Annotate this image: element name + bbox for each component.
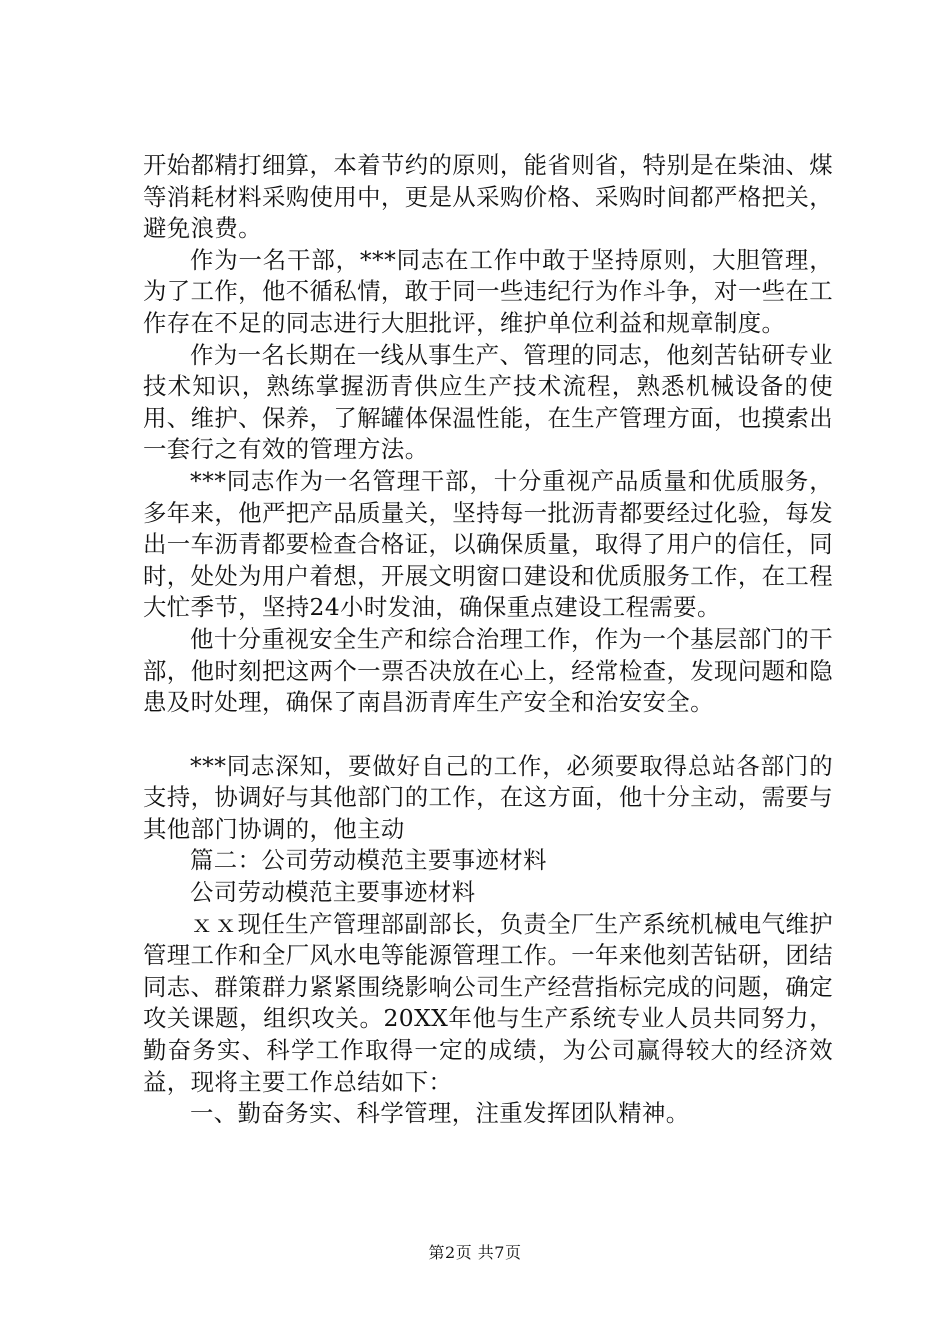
paragraph: ***同志作为一名管理干部，十分重视产品质量和优质服务，多年来，他严把产品质量关，坚持每一批沥青都要经过化验，每发出一车沥青都要检查合格证，以确保质量，取得了用户的信任，同时，处处为用户着想，开展文明窗口建设和优质服务工作，在工程大忙季节，坚持24小时发油，确保重点建设工程需要。	[143, 466, 833, 622]
paragraph: 作为一名长期在一线从事生产、管理的同志，他刻苦钻研专业技术知识，熟练掌握沥青供应生产技术流程，熟悉机械设备的使用、维护、保养，了解罐体保温性能，在生产管理方面，也摸索出一套行之有效的管理方法。	[143, 340, 833, 464]
document-title: 公司劳动模范主要事迹材料	[190, 878, 476, 907]
page-footer: 第2页 共7页	[428, 1243, 522, 1262]
subsection-heading: 一、勤奋务实、科学管理，注重发挥团队精神。	[190, 1099, 690, 1128]
paragraph: 开始都精打细算，本着节约的原则，能省则省，特别是在柴油、煤等消耗材料采购使用中，更是从采购价格、采购时间都严格把关，避免浪费。	[143, 151, 833, 243]
paragraph: ｘｘ现任生产管理部副部长，负责全厂生产系统机械电气维护管理工作和全厂风水电等能源管理工作。一年来他刻苦钻研，团结同志、群策群力紧紧围绕影响公司生产经营指标完成的问题，确定攻关课题，组织攻关。20XX年他与生产系统专业人员共同努力，勤奋务实、科学工作取得一定的成绩，为公司赢得较大的经济效益，现将主要工作总结如下：	[143, 909, 833, 1096]
document-body	[143, 150, 833, 1130]
paragraph: 作为一名干部，***同志在工作中敢于坚持原则，大胆管理，为了工作，他不循私情，敢于同一些违纪行为作斗争，对一些在工作存在不足的同志进行大胆批评，维护单位利益和规章制度。	[143, 245, 833, 337]
paragraph: ***同志深知，要做好自己的工作，必须要取得总站各部门的支持，协调好与其他部门的工作，在这方面，他十分主动，需要与其他部门协调的，他主动	[143, 751, 833, 843]
paragraph: 他十分重视安全生产和综合治理工作，作为一个基层部门的干部，他时刻把这两个一票否决放在心上，经常检查，发现问题和隐患及时处理，确保了南昌沥青库生产安全和治安安全。	[143, 624, 833, 717]
section-heading: 篇二：公司劳动模范主要事迹材料	[190, 846, 547, 875]
